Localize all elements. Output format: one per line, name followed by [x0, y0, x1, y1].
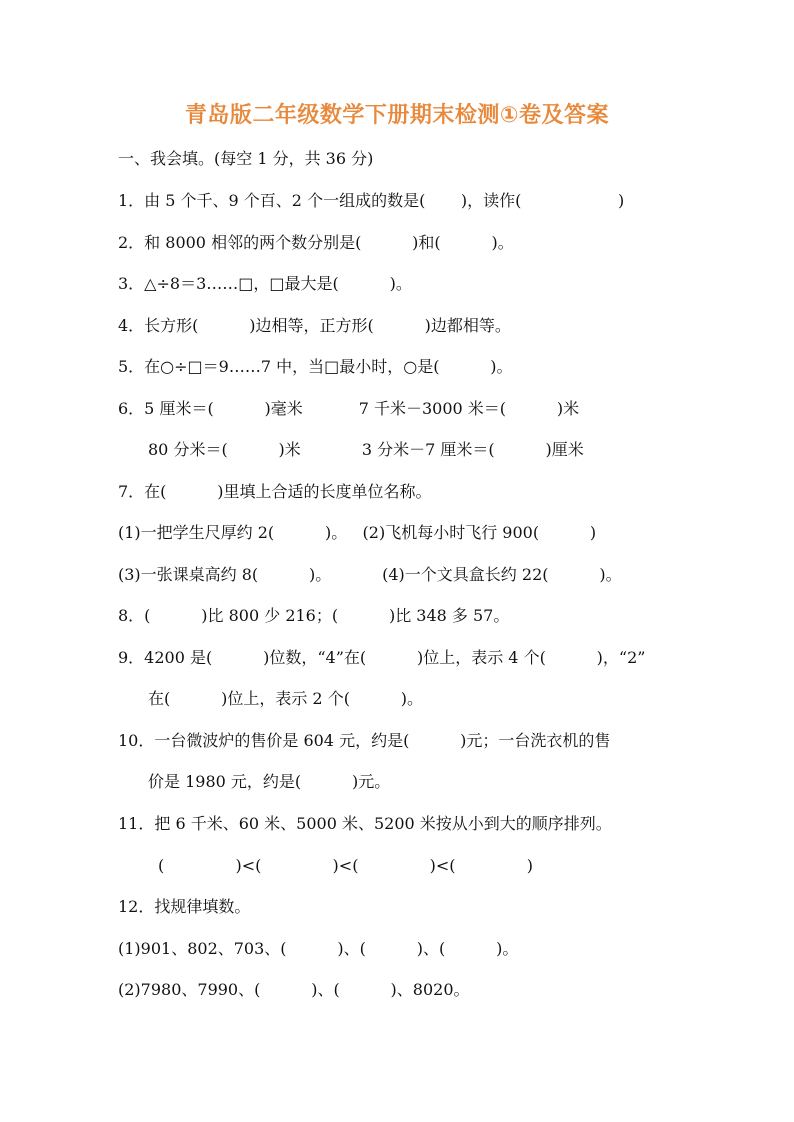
question-7-parts-3-4: (3)一张课桌高约 8( )。 (4)一个文具盒长约 22( )。 [118, 565, 622, 584]
question-4: 4．长方形( )边相等，正方形( )边都相等。 [118, 316, 511, 335]
question-3: 3．△÷8＝3……□，□最大是( )。 [118, 274, 412, 293]
question-6-line-1: 6．5 厘米＝( )毫米 7 千米－3000 米＝( )米 [118, 399, 580, 418]
section-heading: 一、我会填。(每空 1 分，共 36 分) [118, 149, 374, 168]
question-9-line-1: 9．4200 是( )位数，“4”在( )位上，表示 4 个( )，“2” [118, 648, 646, 667]
question-9-line-2: 在( )位上，表示 2 个( )。 [148, 689, 424, 708]
question-11: 11．把 6 千米、60 米、5000 米、5200 米按从小到大的顺序排列。 [118, 814, 612, 833]
page-title: 青岛版二年级数学下册期末检测①卷及答案 [184, 103, 610, 128]
question-12-part-1: (1)901、802、703、( )、( )、( )。 [118, 939, 519, 958]
question-12-part-2: (2)7980、7990、( )、( )、8020。 [118, 980, 470, 999]
question-6-line-2: 80 分米＝( )米 3 分米－7 厘米＝( )厘米 [148, 440, 584, 459]
question-8: 8．( )比 800 少 216；( )比 348 多 57。 [118, 606, 510, 625]
question-10-line-2: 价是 1980 元，约是( )元。 [148, 772, 391, 791]
question-10-line-1: 10．一台微波炉的售价是 604 元，约是( )元；一台洗衣机的售 [118, 731, 611, 750]
question-2: 2．和 8000 相邻的两个数分别是( )和( )。 [118, 233, 514, 252]
question-11-answer-blanks: ( )<( )<( )<( ) [158, 856, 533, 875]
question-12: 12．找规律填数。 [118, 897, 251, 916]
question-5: 5．在○÷□＝9……7 中，当□最小时，○是( )。 [118, 357, 513, 376]
question-7-parts-1-2: (1)一把学生尺厚约 2( )。 (2)飞机每小时飞行 900( ) [118, 523, 597, 542]
question-7: 7．在( )里填上合适的长度单位名称。 [118, 482, 432, 501]
question-1: 1．由 5 个千、9 个百、2 个一组成的数是( )，读作( ) [118, 191, 625, 210]
